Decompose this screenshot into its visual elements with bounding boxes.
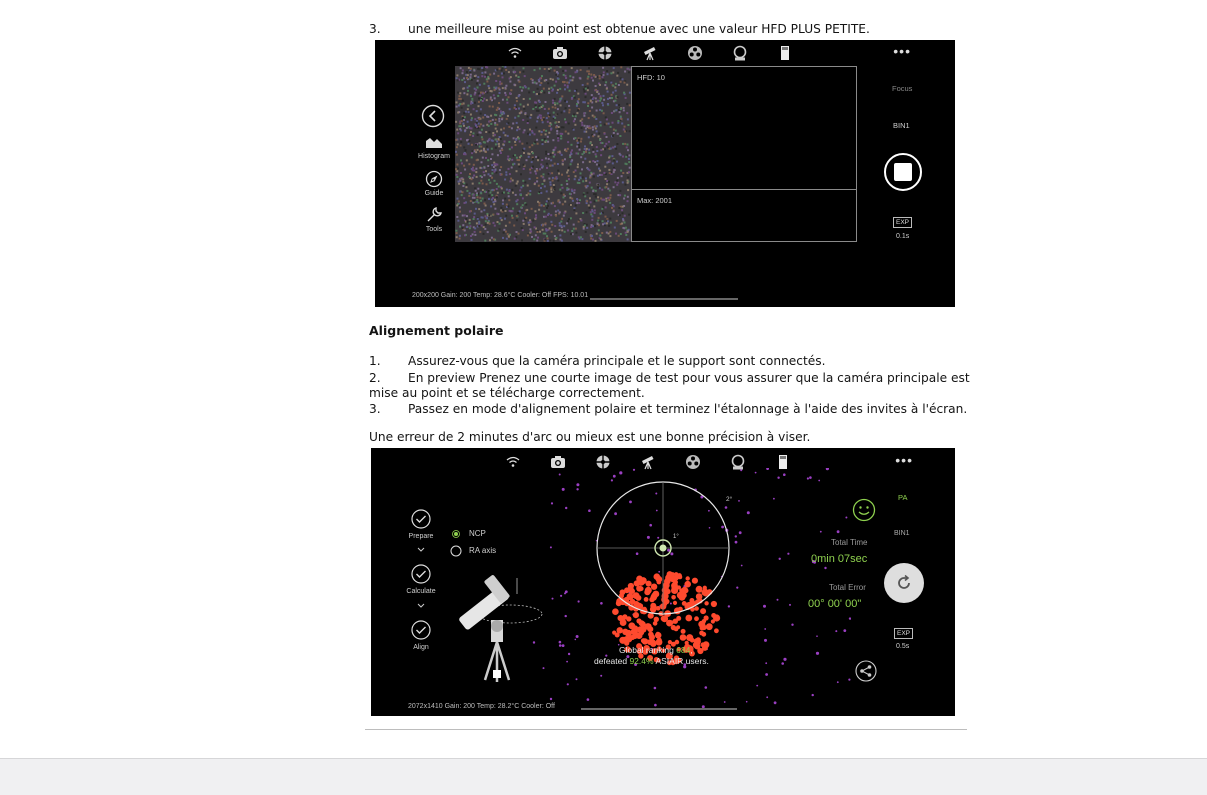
filter-wheel-icon: [686, 44, 704, 62]
stop-icon: [894, 163, 912, 181]
note-text: Une erreur de 2 minutes d'arc ou mieux est une bonne précision à viser.: [369, 430, 811, 444]
step-align[interactable]: Align: [413, 644, 429, 651]
share-icon[interactable]: [855, 660, 877, 682]
exp-button[interactable]: EXP: [893, 217, 912, 228]
telescope-icon: [641, 44, 659, 62]
toolbar-icons: [375, 44, 955, 62]
step-item: 3. Passez en mode d'alignement polaire et terminez l'étalonnage à l'aide des invites à l'écran.: [369, 402, 968, 416]
max-value: Max: 2001: [637, 196, 673, 205]
smiley-icon: [852, 498, 876, 522]
divider: [365, 729, 967, 730]
inner-ring-label: 1°: [673, 534, 679, 540]
status-bar: 200x200 Gain: 200 Temp: 28.6°C Cooler: Off FPS: 10.01: [412, 292, 589, 299]
refresh-button[interactable]: [884, 563, 924, 603]
wifi-icon: [504, 453, 522, 471]
bottom-toolbar: [0, 758, 1207, 795]
step-item: 2. En preview Prenez une courte image de test pour vous assurer que la caméra principale est: [369, 371, 970, 385]
chevron-down-icon: [417, 603, 425, 609]
exp-value: 0.1s: [896, 233, 910, 240]
back-button[interactable]: [421, 104, 445, 128]
stop-button[interactable]: [884, 153, 922, 191]
mount-icon: [596, 44, 614, 62]
polar-alignment-screenshot: [371, 448, 955, 716]
more-menu-icon[interactable]: •••: [893, 43, 911, 59]
global-ranking: Global ranking 684,: [619, 645, 693, 655]
max-graph-panel: [631, 189, 857, 242]
align-check-icon: [411, 620, 431, 640]
section-title: Alignement polaire: [369, 323, 504, 338]
status-bar: 2072x1410 Gain: 200 Temp: 28.2°C Cooler: Off: [408, 703, 555, 710]
exp-value: 0.5s: [896, 643, 910, 650]
total-error-label: Total Error: [829, 583, 866, 592]
focus-label: Focus: [892, 84, 913, 93]
focus-screenshot: [375, 40, 955, 307]
step-item: 3. une meilleure mise au point est obtenue avec une valeur HFD PLUS PETITE.: [369, 22, 870, 36]
bin-setting[interactable]: BIN1: [893, 121, 910, 130]
star-preview-image: [455, 66, 631, 242]
total-time-label: Total Time: [831, 538, 868, 547]
guide-label: Guide: [424, 190, 444, 197]
wifi-icon: [506, 44, 524, 62]
sd-card-icon: [776, 44, 794, 62]
ra-axis-radio[interactable]: [450, 545, 462, 557]
guide-icon[interactable]: [425, 170, 443, 188]
histogram-icon[interactable]: [425, 135, 443, 149]
histogram-label: Histogram: [418, 153, 450, 160]
horizontal-scrollbar[interactable]: [590, 298, 738, 300]
ncp-radio[interactable]: [452, 530, 460, 538]
horizontal-scrollbar[interactable]: [581, 708, 737, 710]
prepare-check-icon: [411, 509, 431, 529]
bin-setting[interactable]: BIN1: [894, 530, 910, 537]
ncp-label: NCP: [469, 529, 486, 538]
hfd-graph-panel: [631, 66, 857, 190]
defeated-users: defeated 92.4% ASIAIR users.: [594, 656, 709, 666]
tools-icon[interactable]: [425, 205, 444, 224]
camera-icon: [551, 44, 569, 62]
step-prepare[interactable]: Prepare: [408, 533, 434, 540]
outer-ring-label: 2°: [726, 496, 733, 503]
step-item: 1. Assurez-vous que la caméra principale et le support sont connectés.: [369, 354, 826, 368]
hfd-value: HFD: 10: [637, 73, 665, 82]
tools-label: Tools: [425, 226, 443, 233]
calculate-check-icon: [411, 564, 431, 584]
chevron-down-icon: [417, 547, 425, 553]
exp-button[interactable]: EXP: [894, 628, 913, 639]
refresh-icon: [894, 573, 914, 593]
total-error-value: 00° 00' 00": [808, 598, 862, 610]
step-calculate[interactable]: Calculate: [406, 588, 436, 595]
telescope-mount-illustration: [455, 574, 551, 684]
ra-axis-label: RA axis: [469, 546, 497, 555]
alignment-reticle: [595, 480, 731, 616]
more-menu-icon[interactable]: •••: [895, 452, 913, 468]
pa-mode-label[interactable]: PA: [898, 493, 908, 502]
step-item-continuation: mise au point et se télécharge correctement.: [369, 386, 645, 400]
focuser-icon: [731, 44, 749, 62]
total-time-value: 0min 07sec: [811, 553, 868, 565]
